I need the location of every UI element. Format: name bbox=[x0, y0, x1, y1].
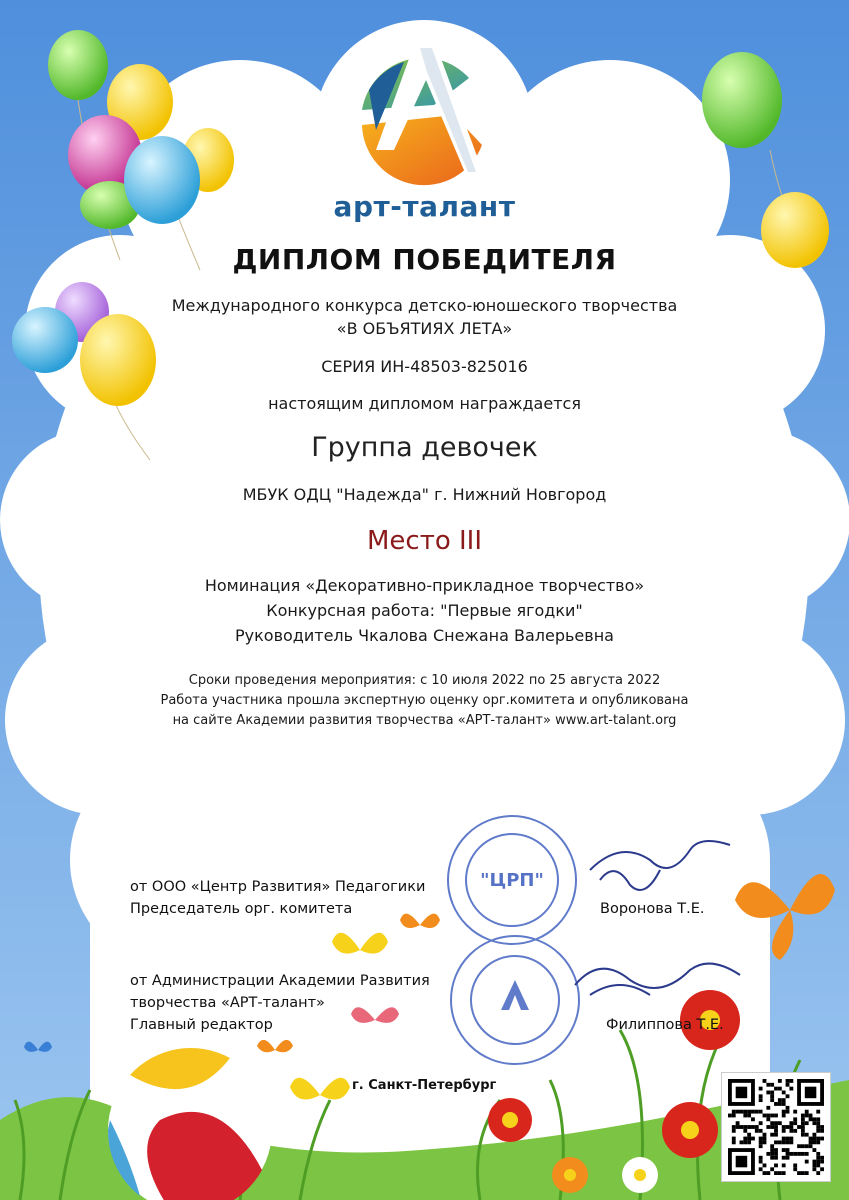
org2-signer: Филиппова Т.Е. bbox=[606, 1017, 724, 1033]
org2-line2: творчества «АРТ-талант» bbox=[130, 995, 325, 1011]
logo-wordmark: арт-талант bbox=[333, 190, 516, 223]
org1-signer: Воронова Т.Е. bbox=[600, 901, 705, 917]
nomination: Номинация «Декоративно-прикладное творчество» bbox=[204, 576, 645, 595]
leader: Руководитель Чкалова Снежана Валерьевна bbox=[235, 626, 614, 645]
org1-line1: от ООО «Центр Развития» Педагогики bbox=[130, 879, 426, 895]
awarded-text: настоящим дипломом награждается bbox=[268, 394, 581, 413]
organization: МБУК ОДЦ "Надежда" г. Нижний Новгород bbox=[242, 485, 607, 504]
review-line1: Работа участника прошла экспертную оценку орг.комитета и опубликована bbox=[160, 693, 689, 708]
stamp-label: "ЦРП" bbox=[480, 870, 544, 891]
event-dates: Сроки проведения мероприятия: с 10 июля 2022 по 25 августа 2022 bbox=[188, 673, 661, 688]
city: г. Санкт-Петербург bbox=[352, 1078, 497, 1093]
contest-line1: Международного конкурса детско-юношеского творчества bbox=[171, 296, 678, 315]
recipient-name: Группа девочек bbox=[311, 432, 538, 463]
org1-line2: Председатель орг. комитета bbox=[130, 901, 353, 917]
series-number: СЕРИЯ ИН-48503-825016 bbox=[321, 357, 528, 376]
org2-line3: Главный редактор bbox=[130, 1017, 273, 1033]
org2-line1: от Администрации Академии Развития bbox=[130, 973, 430, 989]
qr-code[interactable] bbox=[721, 1072, 831, 1182]
contest-line2: «В ОБЪЯТИЯХ ЛЕТА» bbox=[336, 319, 513, 338]
contest-work: Конкурсная работа: "Первые ягодки" bbox=[266, 601, 583, 620]
review-line2: на сайте Академии развития творчества «АРТ-талант» www.art-talant.org bbox=[172, 713, 677, 728]
diploma-title: ДИПЛОМ ПОБЕДИТЕЛЯ bbox=[232, 243, 617, 276]
qr-code-icon bbox=[728, 1079, 824, 1175]
place-award: Место III bbox=[366, 526, 483, 556]
